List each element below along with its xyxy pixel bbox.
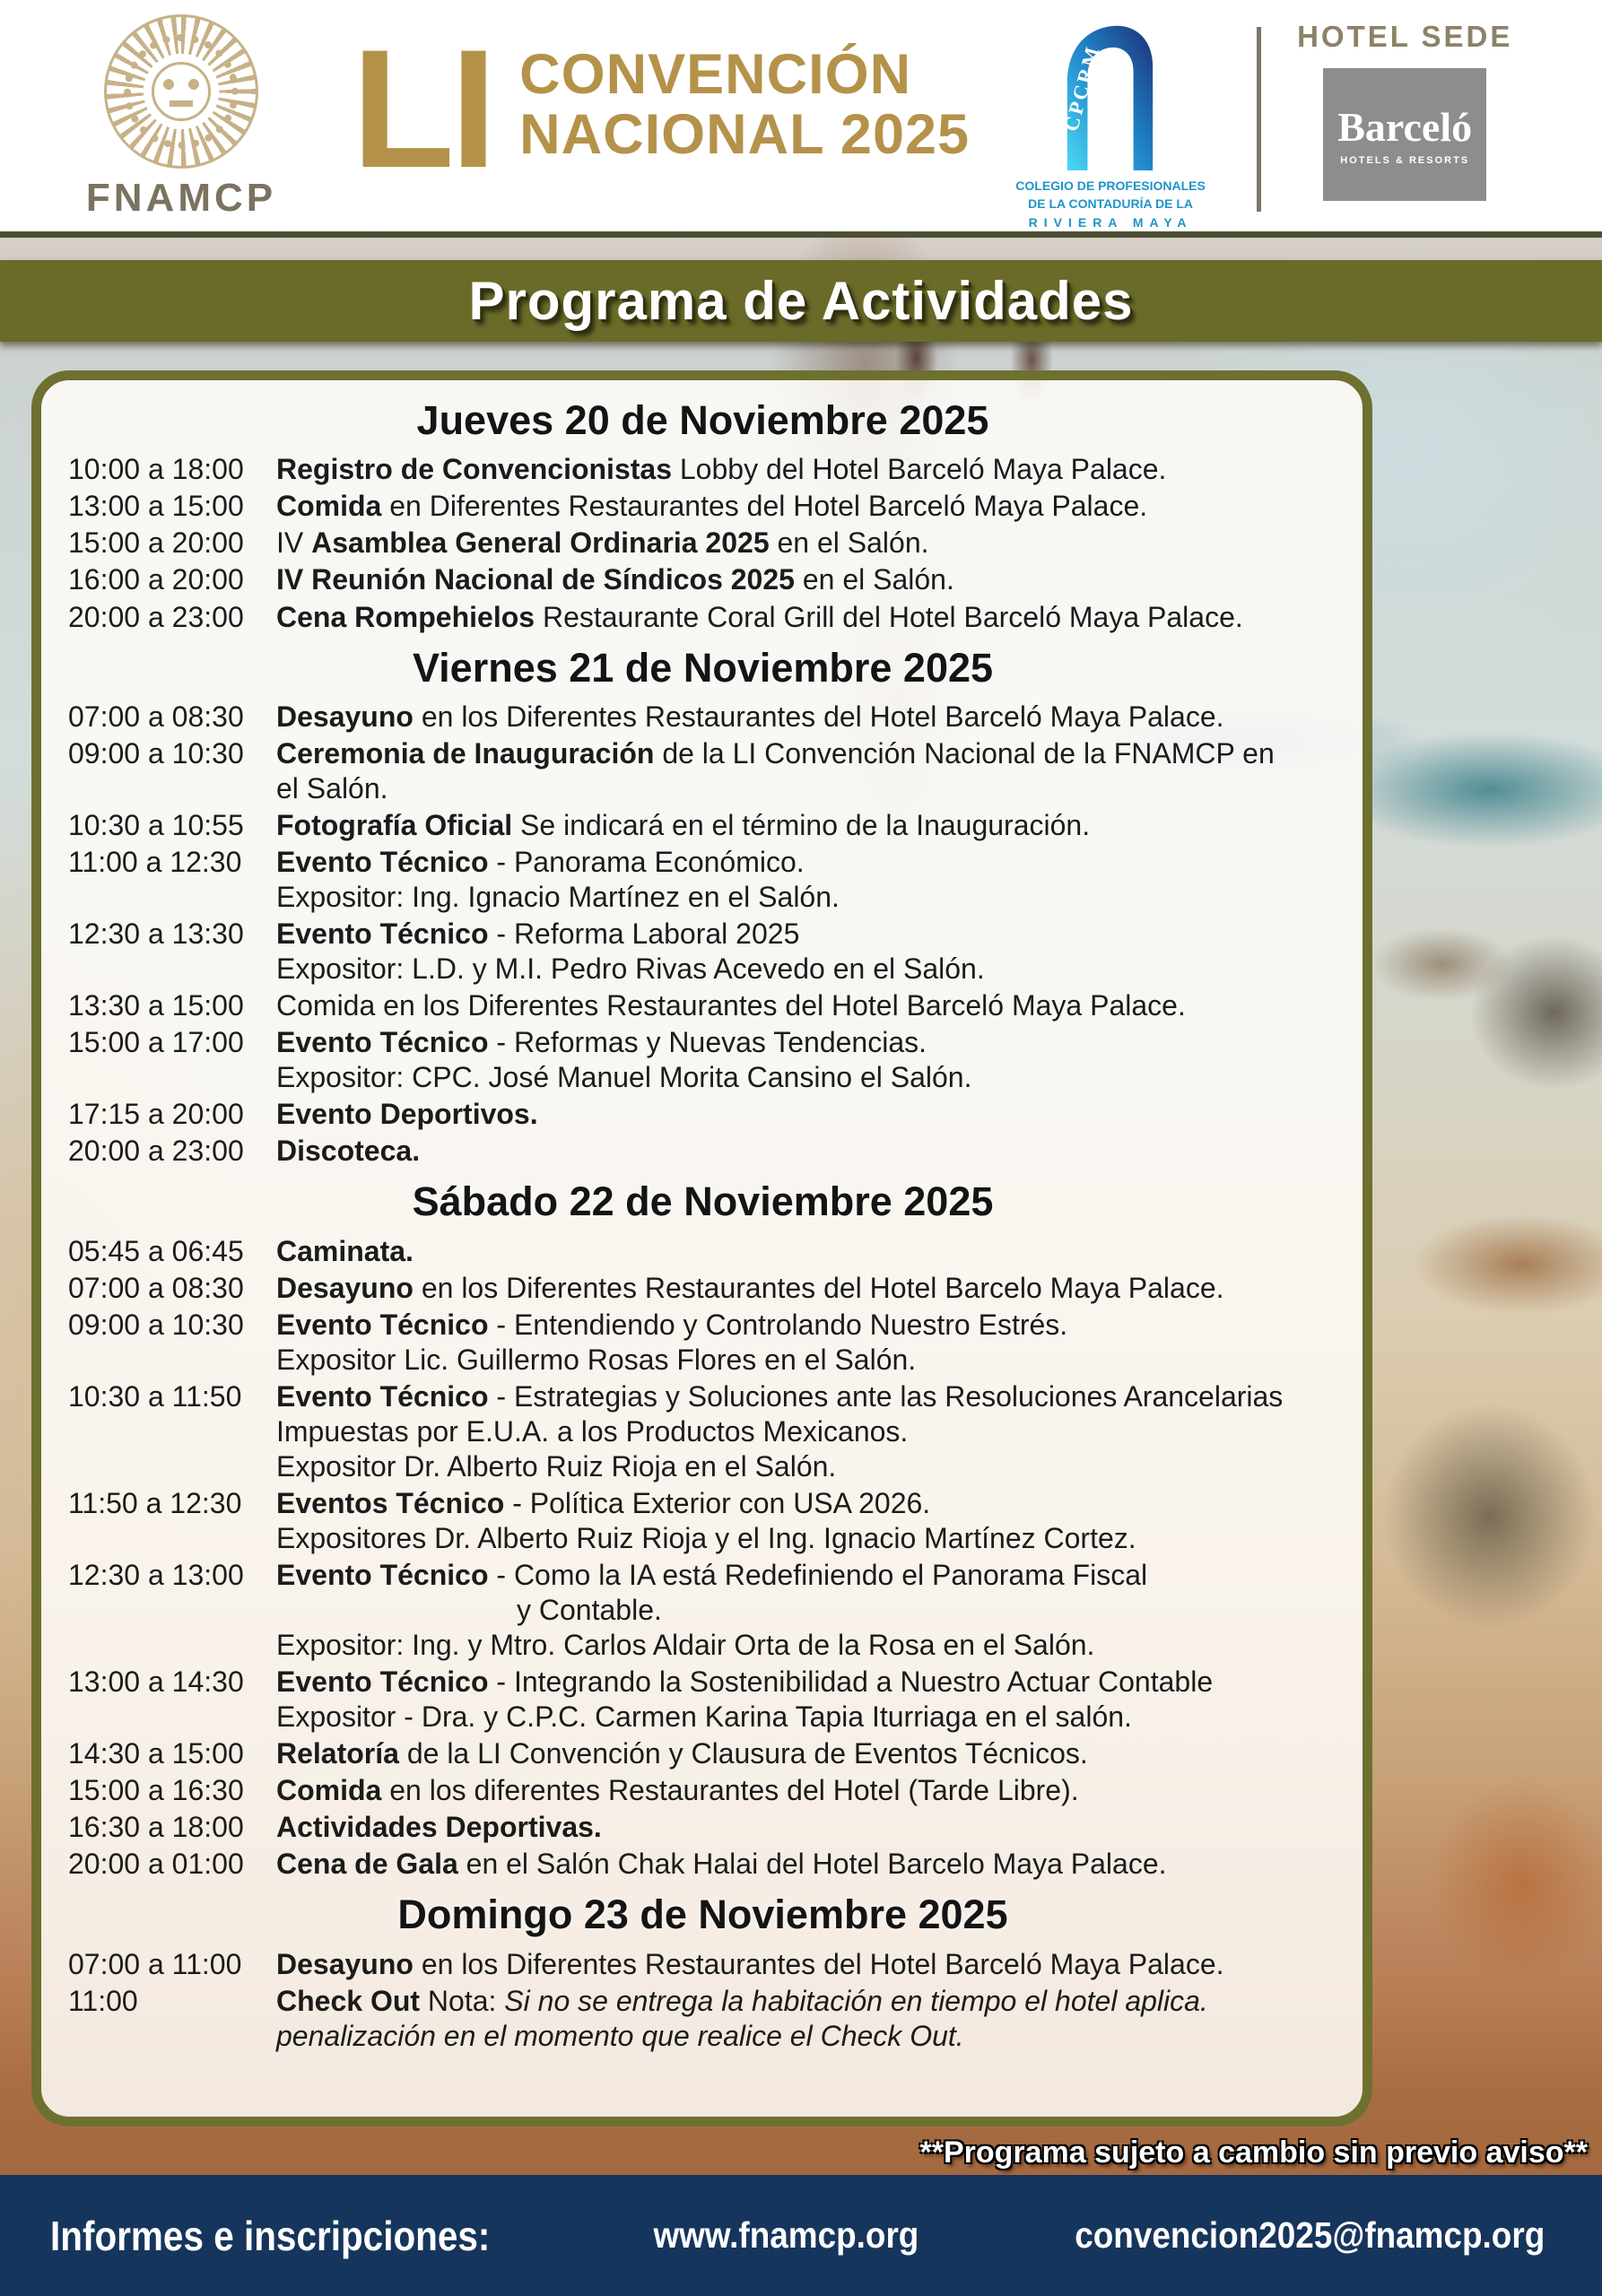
event-text-segment: Ceremonia de Inauguración xyxy=(276,736,655,770)
title-line-2: NACIONAL 2025 xyxy=(519,103,971,167)
event-text xyxy=(276,988,1352,1023)
event-time: 09:00 a 10:30 xyxy=(68,1308,244,1341)
schedule-event xyxy=(54,1665,1352,1735)
event-text-segment: Actividades Deportivas. xyxy=(276,1811,602,1844)
event-text xyxy=(276,562,1352,597)
event-text xyxy=(276,1486,1352,1556)
event-text-segment: Relatoría xyxy=(276,1737,399,1770)
event-line xyxy=(276,1558,1348,1593)
event-line xyxy=(276,1486,1348,1521)
day-heading: Jueves 20 de Noviembre 2025 xyxy=(416,397,989,443)
event-text-segment: Comida en los Diferentes Restaurantes del Hotel Barceló Maya Palace. xyxy=(276,989,1186,1022)
svg-text:CPCRM: CPCRM xyxy=(1059,42,1105,135)
hotel-sede-block xyxy=(1297,20,1512,201)
schedule-event xyxy=(54,1773,1352,1808)
event-text-segment: en Diferentes Restaurantes del Hotel Barceló Maya Palace. xyxy=(381,490,1148,523)
aztec-calendar-icon xyxy=(104,14,258,169)
event-text-segment: Expositor: L.D. y M.I. Pedro Rivas Acevedo en el Salón. xyxy=(276,952,985,986)
event-line xyxy=(276,1308,1348,1343)
event-line xyxy=(276,771,1348,806)
program-banner xyxy=(0,260,1602,342)
event-text-segment: en los diferentes Restaurantes del Hotel (Tarde Libre). xyxy=(381,1774,1079,1807)
event-text xyxy=(276,1379,1352,1484)
schedule-event xyxy=(54,1379,1352,1484)
event-text-segment: Eventos Técnico xyxy=(276,1486,505,1519)
event-text-segment: Expositor Dr. Alberto Ruiz Rioja en el Salón. xyxy=(276,1449,837,1483)
event-line xyxy=(276,1665,1348,1700)
event-line xyxy=(276,736,1348,771)
event-text-segment: Evento Deportivos. xyxy=(276,1098,538,1131)
schedule-event xyxy=(54,1558,1352,1663)
event-text-segment: Evento Técnico xyxy=(276,1308,489,1341)
event-text xyxy=(276,917,1352,987)
event-time: 10:30 a 10:55 xyxy=(68,809,244,842)
event-text xyxy=(276,1558,1352,1663)
barcelo-brand-subtitle: HOTELS & RESORTS xyxy=(1340,155,1470,166)
event-text xyxy=(276,736,1352,806)
event-text-segment: IV Reunión Nacional de Síndicos 2025 xyxy=(276,563,795,596)
event-text xyxy=(276,808,1352,843)
footer-website: www.fnamcp.org xyxy=(653,2214,919,2256)
event-text-segment: - Como la IA está Redefiniendo el Panorama Fiscal xyxy=(488,1559,1148,1592)
header xyxy=(0,0,1602,231)
event-time: 20:00 a 01:00 xyxy=(68,1848,244,1881)
event-time: 10:30 a 11:50 xyxy=(68,1379,242,1413)
event-text xyxy=(276,1308,1352,1378)
schedule-event xyxy=(54,526,1352,561)
schedule-event xyxy=(54,1486,1352,1556)
event-line xyxy=(276,1379,1348,1414)
event-line xyxy=(276,808,1348,843)
event-line xyxy=(276,845,1348,880)
schedule xyxy=(54,398,1352,2054)
event-text xyxy=(276,845,1352,915)
event-time: 13:00 a 15:00 xyxy=(68,490,244,523)
event-text xyxy=(276,489,1352,524)
event-line xyxy=(276,1847,1348,1882)
event-time: 17:15 a 20:00 xyxy=(68,1098,244,1131)
event-text-segment: - Estrategias y Soluciones ante las Resoluciones Arancelarias xyxy=(488,1379,1284,1413)
event-text xyxy=(276,1025,1352,1095)
event-text-segment: Expositor: Ing. Ignacio Martínez en el Salón. xyxy=(276,881,840,914)
cpcrm-caption-line-2: DE LA CONTADURÍA DE LA xyxy=(1028,196,1193,212)
schedule-event xyxy=(54,562,1352,597)
day-heading: Viernes 21 de Noviembre 2025 xyxy=(412,644,994,691)
event-text-segment: en los Diferentes Restaurantes del Hotel Barceló Maya Palace. xyxy=(413,1947,1224,1980)
event-line xyxy=(276,1025,1348,1060)
cpcrm-caption-line-1: COLEGIO DE PROFESIONALES xyxy=(1015,178,1206,193)
event-text xyxy=(276,1736,1352,1771)
barcelo-brand-name: Barceló xyxy=(1337,104,1473,150)
event-text xyxy=(276,1234,1352,1269)
event-time: 07:00 a 11:00 xyxy=(68,1947,242,1980)
event-line xyxy=(276,1343,1348,1378)
event-text-segment: Expositor - Dra. y C.P.C. Carmen Karina Tapia Iturriaga en el salón. xyxy=(276,1700,1132,1734)
event-line xyxy=(276,1097,1348,1132)
event-text-segment: Lobby del Hotel Barceló Maya Palace. xyxy=(671,453,1167,486)
event-line xyxy=(276,988,1348,1023)
day-heading: Sábado 22 de Noviembre 2025 xyxy=(412,1178,994,1225)
schedule-event xyxy=(54,489,1352,524)
program-change-note: **Programa sujeto a cambio sin previo aviso** xyxy=(919,2135,1588,2170)
fnamcp-logo xyxy=(41,13,321,221)
event-line xyxy=(276,1060,1348,1095)
event-time: 11:00 xyxy=(68,1984,138,2017)
event-text-segment: - Reformas y Nuevas Tendencias. xyxy=(488,1026,927,1059)
event-text-segment: Asamblea General Ordinaria 2025 xyxy=(311,526,770,560)
schedule-event xyxy=(54,700,1352,735)
event-line xyxy=(276,526,1348,561)
event-text xyxy=(276,1271,1352,1306)
event-text-segment: Evento Técnico xyxy=(276,1026,489,1059)
schedule-event xyxy=(54,736,1352,806)
event-text-segment: Expositor: Ing. y Mtro. Carlos Aldair Orta de la Rosa en el Salón. xyxy=(276,1629,1095,1662)
event-line xyxy=(276,562,1348,597)
event-line xyxy=(276,1234,1348,1269)
event-line xyxy=(276,600,1348,635)
hotel-sede-label: HOTEL SEDE xyxy=(1297,20,1513,53)
event-time: 05:45 a 06:45 xyxy=(68,1234,244,1267)
event-line xyxy=(276,1449,1348,1484)
convention-title xyxy=(519,45,970,176)
event-text-segment: Expositor: CPC. José Manuel Morita Cansino el Salón. xyxy=(276,1061,972,1094)
footer-contact-label: Informes e inscripciones: xyxy=(50,2212,491,2259)
footer xyxy=(0,2175,1602,2296)
event-time: 12:30 a 13:00 xyxy=(68,1559,244,1592)
event-text-segment: de la LI Convención Nacional de la FNAMCP en xyxy=(654,736,1275,770)
title-line-1: CONVENCIÓN xyxy=(519,43,912,106)
event-text-segment: de la LI Convención y Clausura de Eventos Técnicos. xyxy=(398,1737,1088,1770)
event-line xyxy=(276,1736,1348,1771)
fnamcp-label: FNAMCP xyxy=(85,176,277,220)
event-text-segment: Evento Técnico xyxy=(276,1379,489,1413)
event-line xyxy=(276,952,1348,987)
event-time: 07:00 a 08:30 xyxy=(68,700,244,733)
event-text-segment: Impuestas por E.U.A. a los Productos Mexicanos. xyxy=(276,1414,909,1448)
schedule-event xyxy=(54,988,1352,1023)
event-line xyxy=(276,1521,1348,1556)
cpcrm-caption-line-3: RIVIERA MAYA xyxy=(1028,214,1193,230)
event-time: 11:00 a 12:30 xyxy=(68,846,242,879)
event-text-segment: y Contable. xyxy=(517,1594,662,1627)
schedule-event xyxy=(54,808,1352,843)
schedule-event xyxy=(54,1097,1352,1132)
event-text-segment: Evento Técnico xyxy=(276,846,489,879)
schedule-event xyxy=(54,452,1352,487)
program-banner-title: Programa de Actividades xyxy=(468,271,1134,331)
event-line xyxy=(276,1271,1348,1306)
event-line xyxy=(276,2019,1348,2054)
schedule-event xyxy=(54,1271,1352,1306)
event-line xyxy=(276,1773,1348,1808)
aztec-face-icon xyxy=(152,62,211,121)
event-text xyxy=(276,1773,1352,1808)
event-line xyxy=(276,1947,1348,1982)
event-text-segment: Discoteca. xyxy=(276,1135,421,1168)
event-line xyxy=(276,1628,1348,1663)
event-text xyxy=(276,1984,1352,2054)
event-text-segment: - Entendiendo y Controlando Nuestro Estrés. xyxy=(488,1308,1068,1341)
event-text-segment: Se indicará en el término de la Inauguración. xyxy=(512,809,1091,842)
event-line xyxy=(276,1700,1348,1735)
event-time: 12:30 a 13:30 xyxy=(68,918,244,951)
event-line xyxy=(276,917,1348,952)
event-text-segment: Desayuno xyxy=(276,1271,414,1304)
event-text xyxy=(276,1097,1352,1132)
schedule-event xyxy=(54,1736,1352,1771)
event-time: 09:00 a 10:30 xyxy=(68,736,244,770)
event-text xyxy=(276,600,1352,635)
event-time: 20:00 a 23:00 xyxy=(68,600,244,633)
roman-numeral: LI xyxy=(352,14,493,203)
event-text-segment: Restaurante Coral Grill del Hotel Barceló Maya Palace. xyxy=(535,600,1243,633)
event-text-segment: en los Diferentes Restaurantes del Hotel Barcelo Maya Palace. xyxy=(413,1271,1224,1304)
header-divider xyxy=(1257,27,1261,212)
event-text-segment: Expositores Dr. Alberto Ruiz Rioja y el Ing. Ignacio Martínez Cortez. xyxy=(276,1521,1136,1554)
event-text-segment: Nota: xyxy=(420,1984,505,2017)
event-line xyxy=(276,489,1348,524)
event-text-segment: Cena Rompehielos xyxy=(276,600,535,633)
event-text-segment: Check Out xyxy=(276,1984,421,2017)
schedule-event xyxy=(54,1810,1352,1845)
schedule-event xyxy=(54,1847,1352,1882)
event-time: 10:00 a 18:00 xyxy=(68,453,244,486)
schedule-event xyxy=(54,1234,1352,1269)
schedule-event xyxy=(54,600,1352,635)
schedule-event xyxy=(54,917,1352,987)
event-time: 11:50 a 12:30 xyxy=(68,1486,242,1519)
event-line xyxy=(276,1593,1348,1628)
cpcrm-logo xyxy=(1004,16,1217,231)
event-text-segment: - Panorama Económico. xyxy=(488,846,805,879)
event-text-segment: Evento Técnico xyxy=(276,1665,489,1699)
event-time: 20:00 a 23:00 xyxy=(68,1135,244,1168)
event-line xyxy=(276,452,1348,487)
event-time: 16:00 a 20:00 xyxy=(68,563,244,596)
event-text-segment: penalización en el momento que realice el Check Out. xyxy=(276,2019,964,2052)
event-line xyxy=(276,1134,1348,1169)
event-time: 16:30 a 18:00 xyxy=(68,1811,244,1844)
schedule-event xyxy=(54,845,1352,915)
event-text-segment: IV xyxy=(276,526,312,560)
event-text-segment: el Salón. xyxy=(276,772,388,804)
event-text xyxy=(276,1947,1352,1982)
schedule-event xyxy=(54,1025,1352,1095)
event-text-segment: Desayuno xyxy=(276,700,414,733)
event-text-segment: Caminata. xyxy=(276,1234,414,1267)
event-text-segment: Evento Técnico xyxy=(276,1559,489,1592)
event-time: 15:00 a 16:30 xyxy=(68,1774,244,1807)
event-line xyxy=(276,880,1348,915)
event-line xyxy=(276,1810,1348,1845)
event-time: 15:00 a 17:00 xyxy=(68,1026,244,1059)
event-time: 07:00 a 08:30 xyxy=(68,1271,244,1304)
day-heading: Domingo 23 de Noviembre 2025 xyxy=(397,1892,1008,1938)
event-text-segment: - Política Exterior con USA 2026. xyxy=(504,1486,931,1519)
cpcrm-caption xyxy=(1004,177,1217,231)
event-time: 13:00 a 14:30 xyxy=(68,1665,244,1699)
event-text-segment: Comida xyxy=(276,1774,382,1807)
event-text-segment: Desayuno xyxy=(276,1947,414,1980)
event-text xyxy=(276,700,1352,735)
event-text-segment: Fotografía Oficial xyxy=(276,809,513,842)
event-title xyxy=(352,14,971,203)
event-time: 14:30 a 15:00 xyxy=(68,1737,244,1770)
schedule-event xyxy=(54,1947,1352,1982)
event-line xyxy=(276,700,1348,735)
event-text-segment: en el Salón. xyxy=(769,526,929,560)
schedule-event xyxy=(54,1984,1352,2054)
event-text-segment: en el Salón. xyxy=(794,563,954,596)
event-text-segment: Expositor Lic. Guillermo Rosas Flores en el Salón. xyxy=(276,1343,917,1376)
header-rule xyxy=(0,231,1602,238)
event-text-segment: Registro de Convencionistas xyxy=(276,453,672,486)
event-text xyxy=(276,1810,1352,1845)
cpcrm-arch-icon xyxy=(1043,16,1178,170)
event-text-segment: en los Diferentes Restaurantes del Hotel Barceló Maya Palace. xyxy=(413,700,1224,733)
event-time: 15:00 a 20:00 xyxy=(68,526,244,560)
event-line xyxy=(276,1414,1348,1449)
event-text xyxy=(276,452,1352,487)
event-time: 13:30 a 15:00 xyxy=(68,989,244,1022)
event-text-segment: Evento Técnico xyxy=(276,918,489,951)
event-text-segment: Comida xyxy=(276,490,382,523)
event-text xyxy=(276,1134,1352,1169)
event-text-segment: Cena de Gala xyxy=(276,1848,458,1881)
schedule-event xyxy=(54,1134,1352,1169)
event-text-segment: en el Salón Chak Halai del Hotel Barcelo Maya Palace. xyxy=(457,1848,1167,1881)
event-text xyxy=(276,1847,1352,1882)
event-text xyxy=(276,526,1352,561)
event-text-segment: Si no se entrega la habitación en tiempo el hotel aplica. xyxy=(504,1984,1208,2017)
event-text-segment: - Integrando la Sostenibilidad a Nuestro Actuar Contable xyxy=(488,1665,1214,1699)
barcelo-logo xyxy=(1323,68,1486,201)
event-line xyxy=(276,1984,1348,2019)
event-text-segment: - Reforma Laboral 2025 xyxy=(488,918,800,951)
footer-email: convencion2025@fnamcp.org xyxy=(1074,2214,1545,2256)
schedule-card xyxy=(31,370,1372,2126)
event-text xyxy=(276,1665,1352,1735)
schedule-event xyxy=(54,1308,1352,1378)
